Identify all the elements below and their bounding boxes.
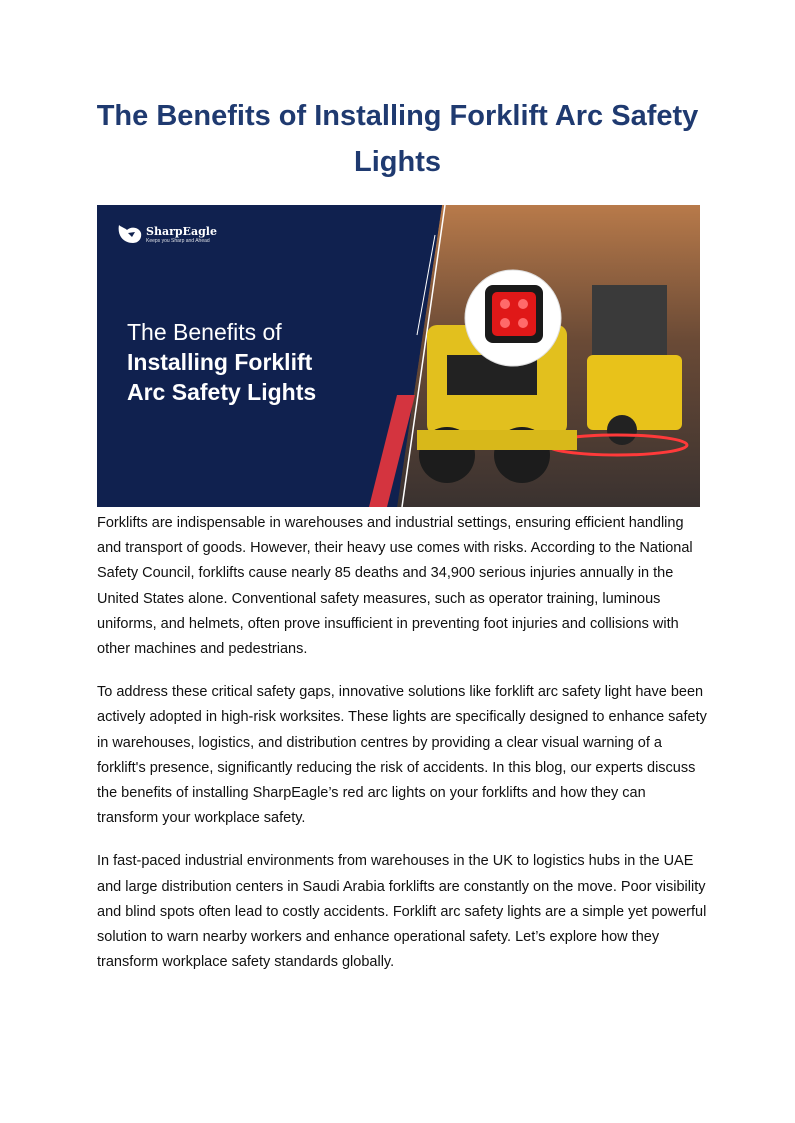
eagle-icon [115,221,143,247]
paragraph: Forklifts are indispensable in warehouses and industrial settings, ensuring efficient handling and transport of goods. However, their heavy use comes with risks. According to the National Safety Council, forklifts cause nearly 85 deaths and 34,900 serious injuries annually in the United States alone. Conventional safety measures, such as operator training, luminous uniforms, and helmets, often prove insufficient in preventing foot injuries and collisions with other machines and pedestrians. [97,515,693,658]
hero-heading-line: Installing Forklift [127,349,313,375]
page-title: The Benefits of Installing Forklift Arc Safety Lights [96,100,699,178]
paragraph: To address these critical safety gaps, innovative solutions like forklift arc safety light have been actively adopted in high-risk worksites. These lights are specifically designed to enhance safety in warehouses, logistics, and distribution centres by providing a clear visual warning of a forklift's presence, significantly reducing the risk of accidents. In this blog, our experts discuss the benefits of installing SharpEagle’s red arc lights on your forklifts and how they can transform your workplace safety. [97,684,707,827]
hero-heading [127,317,316,407]
hero-heading-line: The Benefits of [127,319,282,345]
hero-banner-image [97,205,700,507]
hero-heading-line: Arc Safety Lights [127,379,317,405]
article-body [97,511,707,993]
paragraph: In fast-paced industrial environments from warehouses in the UK to logistics hubs in the UAE and large distribution centers in Saudi Arabia forklifts are constantly on the move. Poor visibility and blind spots often lead to costly accidents. Forklift arc safety lights are a simple yet powerful solution to warn nearby workers and enhance operational safety. Let’s explore how they transform workplace safety standards globally. [97,853,707,971]
logo-tagline: Keeps you Sharp and Ahead [146,237,210,244]
sharpeagle-logo [115,221,217,247]
logo-name: SharpEagle [146,224,217,238]
